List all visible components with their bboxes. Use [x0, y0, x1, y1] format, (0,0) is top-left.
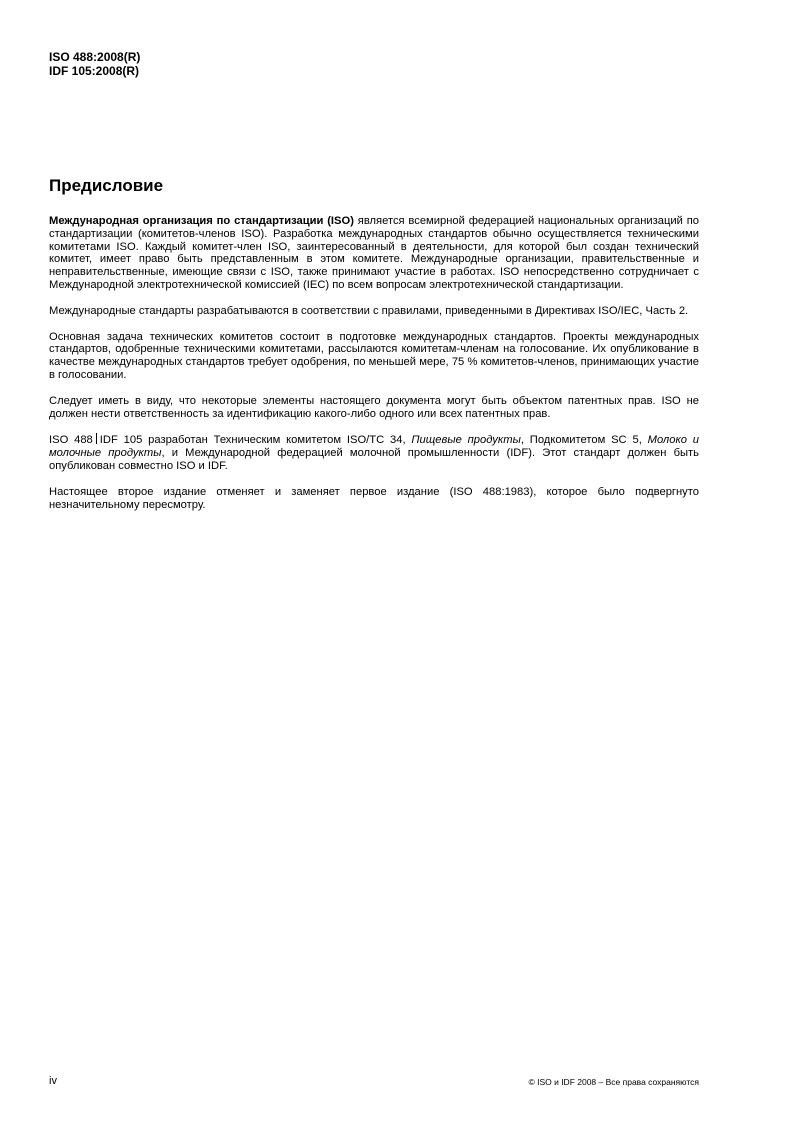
iso-document-id: ISO 488:2008(R) — [49, 50, 141, 64]
iso-organization-name: Международная организация по стандартизации (ISO) — [49, 215, 354, 227]
iso-number: ISO 488 — [49, 434, 93, 447]
paragraph-standard-preparation — [49, 433, 699, 472]
paragraph-patent-rights: Следует иметь в виду, что некоторые элементы настоящего документа могут быть объектом патентных прав. ISO не должен нести ответственность за идентификацию какого-либо одного или всех патентных прав. — [49, 394, 699, 420]
document-identifiers — [49, 50, 140, 78]
paragraph-iso-description — [49, 215, 699, 292]
paragraph-committees-task: Основная задача технических комитетов состоит в подготовке международных стандартов. Проекты международных стандартов, одобренные техническими комитетами, рассылаются комитетам-членам на голосование. Их опубликование в качестве международных стандартов требует одобрения, по меньшей мере, 75 % комитетов-членов, принимающих участие в голосовании. — [49, 330, 699, 381]
page-title: Предисловие — [49, 176, 164, 195]
foreword-body — [49, 215, 699, 524]
page-number: iv — [49, 1075, 57, 1087]
paragraph-directives: Международные стандарты разрабатываются в соответствии с правилами, приведенными в Директивах ISO/IEC, Часть 2. — [49, 304, 689, 317]
preparation-text-2: , Подкомитетом SC 5, — [520, 434, 648, 447]
preparation-text-3: , и Международной федерацией молочной промышленности (IDF). Этот стандарт должен быть опубликован совместно ISO и IDF. — [49, 447, 699, 472]
preparation-text-1: IDF 105 разработан Техническим комитетом ISO/TC 34, — [99, 434, 412, 447]
copyright-notice: © ISO и IDF 2008 – Все права сохраняются — [528, 1077, 699, 1087]
paragraph-edition-note: Настоящее второе издание отменяет и заменяет первое издание (ISO 488:1983), которое было подвергнуто незначительному пересмотру. — [49, 485, 699, 511]
paragraph-iso-description-text: является всемирной федерацией национальных организаций по стандартизации (комитетов-членов ISO). Разработка международных стандартов обычно осуществляется техническими комитетами ISO. Каждый комитет-член ISO, заинтересованный в деятельности, для которой был создан технический комитет, имеет право быть представленным в этом комитете. Международные организации, правительственные и неправительственные, имеющие связи с ISO, также принимают участие в работах. ISO непосредственно сотрудничает с Международной электротехнической комиссией (IEC) по всем вопросам электротехнической стандартизации. — [49, 215, 699, 291]
idf-document-id: IDF 105:2008(R) — [49, 64, 140, 78]
subcommittee-title: Молоко и молочные продукты — [49, 434, 700, 460]
vertical-separator — [96, 433, 97, 444]
committee-title: Пищевые продукты — [411, 434, 521, 447]
